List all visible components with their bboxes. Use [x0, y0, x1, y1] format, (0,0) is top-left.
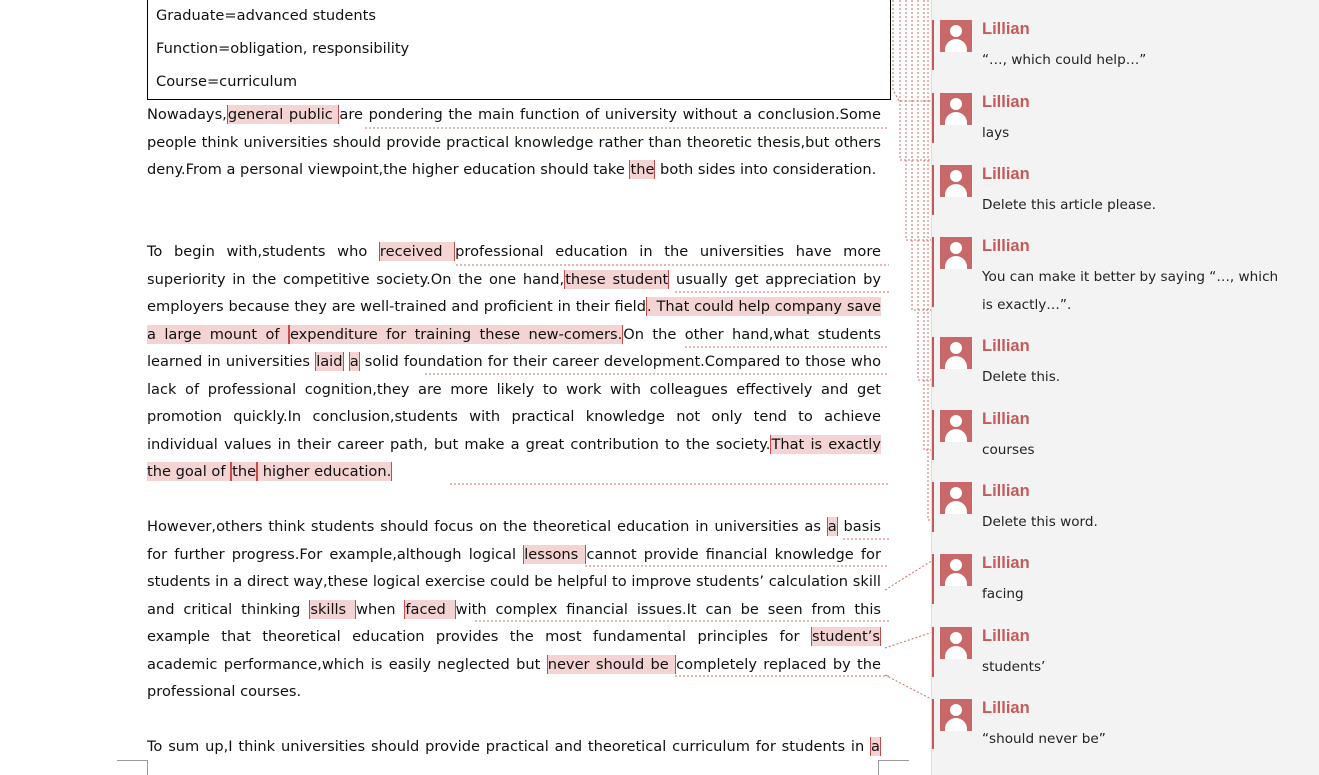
body-text: However,others think students should focus on the theoretical education in universities as: [147, 518, 827, 535]
body-text: Nowadays,: [147, 106, 227, 123]
comment-card[interactable]: [932, 482, 1319, 542]
comment-text[interactable]: students’: [982, 659, 1046, 675]
paragraph-conclusion[interactable]: [147, 733, 881, 761]
comments-pane[interactable]: [931, 0, 1319, 775]
comment-author: Lillian: [982, 93, 1030, 111]
comment-text[interactable]: Delete this.: [982, 369, 1061, 385]
commented-text[interactable]: faced: [405, 600, 455, 618]
comment-card[interactable]: [932, 237, 1319, 313]
user-avatar-icon: [940, 93, 972, 125]
comment-text[interactable]: facing: [982, 586, 1024, 602]
comment-card[interactable]: [932, 337, 1319, 397]
body-text: To sum up,I think universities should provide practical and theoretical curriculum for students in: [147, 738, 871, 755]
glossary-textbox[interactable]: [147, 0, 891, 100]
comment-accent-bar: [932, 237, 934, 307]
commented-text[interactable]: a: [349, 353, 359, 370]
comment-author: Lillian: [982, 699, 1030, 717]
comment-author: Lillian: [982, 337, 1030, 355]
commented-text[interactable]: laid: [316, 353, 343, 370]
comment-text[interactable]: Delete this article please.: [982, 197, 1156, 213]
body-text: professional education in the universities have more superiority in the competitive society.On the one hand,: [147, 243, 881, 288]
comment-accent-bar: [932, 165, 934, 215]
comment-accent-bar: [932, 93, 934, 143]
user-avatar-icon: [940, 699, 972, 731]
body-text: basis for further progress.For example,although logical: [147, 518, 881, 563]
comment-card[interactable]: [932, 20, 1319, 80]
body-text: solid foundation for their career development.Compared to those who lack of professional cognition,they are more likely to work with colleagues effectively and get promotion quickly.In conclusion,students with practical knowledge not only tend to achieve individual values in their career path, but make a great contribution to the society.: [147, 353, 881, 453]
commented-text[interactable]: . That could help company save a large mount of: [147, 298, 882, 343]
commented-text[interactable]: the: [630, 161, 655, 178]
commented-text[interactable]: That is exactly the goal of: [147, 435, 881, 480]
user-avatar-icon: [940, 482, 972, 514]
user-avatar-icon: [940, 237, 972, 269]
comment-author: Lillian: [982, 237, 1030, 255]
body-text: On the other hand,what students learned in universities: [147, 325, 881, 370]
commented-text[interactable]: a: [871, 738, 880, 755]
commented-text[interactable]: lessons: [524, 545, 586, 563]
comment-accent-bar: [932, 410, 934, 460]
paragraph-theoretical[interactable]: [147, 513, 881, 706]
comment-accent-bar: [932, 699, 934, 749]
comment-text[interactable]: You can make it better by saying “…, which is exactly…”.: [982, 269, 1279, 313]
comment-accent-bar: [932, 20, 934, 70]
body-text: are pondering the main function of university without a conclusion.Some people think universities should provide practical knowledge rather than theoretic thesis,but others deny.From a personal viewpoint,the higher education should take: [147, 106, 882, 178]
body-text: completely replaced by the professional courses.: [147, 655, 881, 700]
comment-text[interactable]: “…, which could help…”: [982, 52, 1147, 68]
user-avatar-icon: [940, 20, 972, 52]
body-text: [344, 353, 349, 370]
glossary-line: Course=curriculum: [156, 73, 298, 90]
glossary-line: Graduate=advanced students: [156, 7, 376, 24]
user-avatar-icon: [940, 410, 972, 442]
comment-card[interactable]: [932, 165, 1319, 225]
comment-author: Lillian: [982, 554, 1030, 572]
comment-card[interactable]: [932, 410, 1319, 470]
user-avatar-icon: [940, 165, 972, 197]
commented-text[interactable]: student’s: [811, 628, 880, 645]
comment-text[interactable]: lays: [982, 125, 1010, 141]
comment-author: Lillian: [982, 627, 1030, 645]
body-text: usually get appreciation by employers because they are well-trained and proficient in their field: [147, 270, 881, 315]
page-corner-mark: [117, 760, 147, 771]
comment-accent-bar: [932, 482, 934, 532]
comment-author: Lillian: [982, 20, 1030, 38]
comment-text[interactable]: courses: [982, 442, 1035, 458]
glossary-line: Function=obligation, responsibility: [156, 40, 410, 57]
paragraph-intro[interactable]: [147, 101, 881, 184]
body-text: with complex financial issues.It can be seen from this example that theoretical education provides the most fundamental principles for: [147, 600, 881, 645]
comment-card[interactable]: [932, 627, 1319, 687]
comment-accent-bar: [932, 554, 934, 604]
body-text: both sides into consideration.: [655, 161, 877, 178]
commented-text[interactable]: received: [379, 243, 455, 260]
comment-accent-bar: [932, 337, 934, 387]
comment-author: Lillian: [982, 482, 1030, 500]
comment-card[interactable]: [932, 93, 1319, 153]
comment-text[interactable]: “should never be”: [982, 731, 1106, 747]
commented-text[interactable]: the: [232, 463, 257, 480]
comment-accent-bar: [932, 627, 934, 677]
page-corner-mark: [147, 760, 149, 775]
comment-author: Lillian: [982, 165, 1030, 183]
user-avatar-icon: [940, 337, 972, 369]
commented-text[interactable]: skills: [310, 600, 356, 618]
body-text: academic performance,which is easily neglected but: [147, 655, 547, 673]
commented-text[interactable]: these student: [565, 270, 669, 288]
body-text: when: [356, 600, 405, 618]
comment-text[interactable]: Delete this word.: [982, 514, 1098, 530]
comment-author: Lillian: [982, 410, 1030, 428]
commented-text[interactable]: higher education.: [258, 463, 392, 480]
paragraph-practical[interactable]: [147, 238, 881, 486]
comment-card[interactable]: [932, 554, 1319, 614]
body-text: cannot provide financial knowledge for students in a direct way,these logical exercise could be helpful to improve students’ calculation skill and critical thinking: [147, 545, 881, 618]
commented-text[interactable]: expenditure for training these new-comers.: [289, 325, 623, 343]
commented-text[interactable]: a: [827, 518, 837, 535]
body-text: To begin with,students who: [147, 243, 379, 260]
comment-card[interactable]: [932, 699, 1319, 759]
user-avatar-icon: [940, 554, 972, 586]
commented-text[interactable]: never should be: [547, 655, 676, 673]
commented-text[interactable]: general public: [227, 106, 339, 123]
user-avatar-icon: [940, 627, 972, 659]
page-corner-mark: [879, 760, 909, 771]
